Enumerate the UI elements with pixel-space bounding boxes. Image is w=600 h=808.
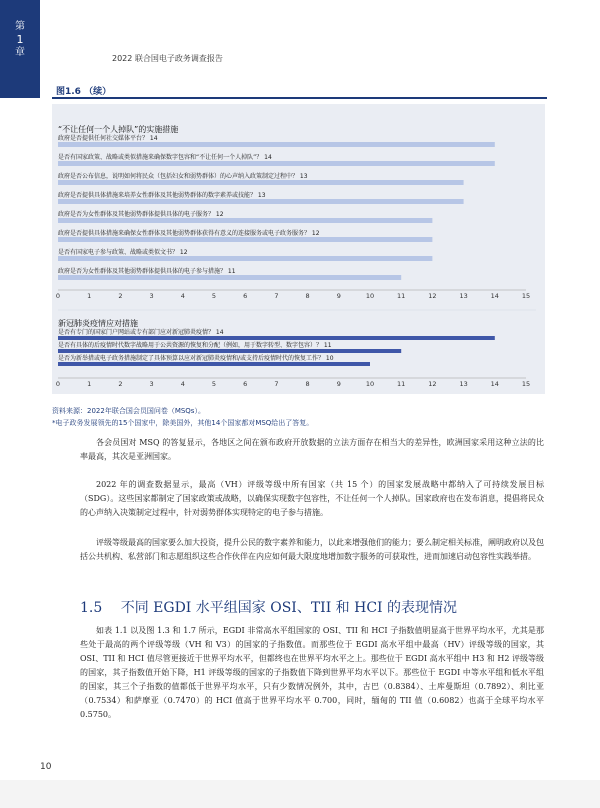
chart-1-tick-label: 13	[459, 292, 468, 300]
chart-1-title: “不让任何一个人掉队”的实施措施	[58, 125, 179, 134]
chart-1-bar-label: 政府是否为女性群体及其他弱势群体提供具体的电子参与措施？ 11	[58, 268, 236, 275]
chart-1-bar	[58, 142, 495, 147]
chart-1-bar	[58, 256, 432, 261]
chart-2-tick-label: 13	[459, 380, 468, 388]
chart-2-tick-label: 10	[365, 380, 375, 388]
chart-1-tick-label: 11	[397, 292, 406, 300]
chart-1-tick-label: 15	[521, 292, 531, 300]
chart-1-bar-label: 政府是否提供具体措施来培养女性群体及其他弱势群体的数字素养或技能？ 13	[58, 192, 266, 199]
section-title: 不同 EGDI 水平组国家 OSI、TII 和 HCI 的表现情况	[120, 600, 458, 616]
chart-1-tick-label: 10	[365, 292, 375, 300]
chapter-tab-label: 第	[15, 21, 25, 32]
chart-2-bar	[58, 336, 495, 340]
figure-title	[56, 84, 111, 97]
chart-1-bar	[58, 218, 432, 223]
chart-2-bar-label: 是否有专门的国家门户网站或专有部门应对新冠肺炎疫情？ 14	[58, 329, 224, 336]
paragraph-4: 如表 1.1 以及图 1.3 和 1.7 所示，EGDI 非常高水平组国家的 OSI、TII 和 HCI 子指数值明显高于世界平均水平，尤其是那些处于最高的两个评级等级（VH 和 V3）的国家的子指数值。而那些位于 EGDI 高水平组中最高（HV）评级等级的国家，其 OSI、TII 和 HCI 值尽管更接近于世界平均水平，但都终也在世界平均水平之上。那些位于 EGDI 高水平组中 H3 和 H2 评级等级的国家，其子指数值开始下降，H1 评级等级的国家的子指数值下降到世界平均水平以下。那些位于 EGDI 中等水平组和低水平组的国家，其三个子指数的值都低于世界平均水平，只有少数情况例外，其中，古巴（0.8384）、土库曼斯坦（0.7892）、利比亚（0.7534）和萨摩亚（0.7470）的 HCI 值高于世界平均水平 0.700，同时，缅甸的 TII 值（0.6082）也高于全球平均水平 0.5750。	[80, 626, 544, 719]
chart-1-bar	[58, 237, 432, 242]
chart-2-tick-label: 5	[211, 380, 217, 388]
chart-2-tick-label: 15	[521, 380, 531, 388]
chart-2-tick-label: 14	[490, 380, 499, 388]
figure-label: 图1.6	[56, 87, 81, 97]
chart-2-tick-label: 1	[87, 380, 92, 388]
page-number: 10	[40, 762, 52, 772]
figure-rule	[52, 97, 547, 99]
running-head: 2022 联合国电子政务调查报告	[112, 54, 223, 63]
chart-2-tick-label: 8	[305, 380, 310, 388]
chart-1-tick-label: 5	[211, 292, 217, 300]
page-bottom-band	[0, 780, 600, 808]
chart-2-tick-label: 2	[118, 380, 123, 388]
chart-1-tick-label: 1	[87, 292, 92, 300]
chart-1-tick-label: 8	[305, 292, 310, 300]
chapter-tab-number: 1	[16, 33, 24, 46]
chapter-tab-suffix: 章	[15, 47, 25, 58]
chart-2-bar	[58, 349, 401, 353]
chart-1-bar	[58, 199, 464, 204]
paragraph-3: 评级等级最高的国家要么加大投资，提升公民的数字素养和能力，以此来增强他们的能力；要么制定相关标准，阐明政府以及包括公共机构、私营部门和志愿组织这些合作伙伴在内应如何最大限度地增加数字服务的可获取性，进而加速启动包容性实践举措。	[80, 538, 544, 561]
chart-2-tick-label: 4	[180, 380, 185, 388]
chapter-tab	[0, 0, 40, 98]
chart-1-bar-label: 政府是否提供具体措施来确保女性群体及其他弱势群体获得有意义的连接服务或电子政务服务？ 12	[58, 230, 320, 237]
chart-2-bar-label: 是否有具体的后疫情时代数字战略用于公共资源的恢复和分配（例如，用于数字转型、数字包容）？ 11	[58, 342, 332, 349]
figure-note: *电子政务发展领先的15个国家中，除美国外，其他14个国家都对MSQ给出了答复。	[52, 419, 314, 427]
chart-1-tick-label: 9	[336, 292, 341, 300]
section-heading	[80, 597, 457, 617]
chart-1-tick-label: 4	[180, 292, 185, 300]
chart-2-tick-label: 3	[149, 380, 154, 388]
chart-1-bar-label: 是否有国家电子参与政策、战略或类似文书？ 12	[58, 249, 188, 256]
chart-2-tick-label: 6	[243, 380, 248, 388]
paragraph-1: 各会员国对 MSQ 的答复显示，各地区之间在颁布政府开放数据的立法方面存在相当大的差异性，欧洲国家采用这种立法的比率最高，其次是亚洲国家。	[80, 438, 544, 461]
chart-1-bar	[58, 180, 464, 185]
chart-1-bar	[58, 161, 495, 166]
chart-2-bar-label: 是否为新举措或电子政务措施制定了具体预算以应对新冠肺炎疫情和/或支持后疫情时代的恢复工作？ 10	[58, 355, 334, 362]
chart-1-tick-label: 12	[428, 292, 437, 300]
figure-source: 资料来源：2022年联合国会员国问卷（MSQs）。	[52, 407, 205, 415]
chart-1-bar-label: 政府是否为女性群体及其他弱势群体提供具体的电子服务？ 12	[58, 211, 224, 218]
chart-2-title: 新冠肺炎疫情应对措施	[58, 319, 138, 328]
section-number: 1.5	[80, 600, 103, 616]
chart-1-bar-label: 政府是否公布信息，说明如何将民众（包括妇女和弱势群体）的心声纳入政策制定过程中？ 13	[58, 173, 308, 180]
chart-2-tick-label: 7	[274, 380, 279, 388]
paragraph-2: 2022 年的调查数据显示，最高（VH）评级等级中所有国家（共 15 个）的国家发展战略中都纳入了可持续发展目标（SDG）。这些国家都制定了国家政策或战略，以确保实现数字包容性，不让任何一个人掉队。国家政府也在发布消息，提倡将民众的心声纳入决策制定过程中，针对弱势群体实现特定的电子参与措施。	[80, 480, 544, 517]
chart-2-tick-label: 11	[397, 380, 406, 388]
chart-1-tick-label: 0	[55, 292, 61, 300]
chart-1-tick-label: 7	[274, 292, 279, 300]
chart-1-tick-label: 14	[490, 292, 499, 300]
chart-2-tick-label: 9	[336, 380, 341, 388]
chart-1-tick-label: 6	[243, 292, 248, 300]
chart-1-tick-label: 3	[149, 292, 154, 300]
chart-1-bar	[58, 275, 401, 280]
chart-1-bar-label: 政府是否提供任何社交媒体平台？ 14	[58, 135, 158, 142]
chart-1-tick-label: 2	[118, 292, 123, 300]
chart-2-bar	[58, 362, 370, 366]
figure-chart-area	[52, 104, 545, 394]
bar-charts	[52, 104, 545, 394]
chart-1-bar-label: 是否有国家政策、战略或类似措施来确保数字包容和“不让任何一个人掉队”？ 14	[58, 154, 272, 161]
chart-2-tick-label: 0	[55, 380, 61, 388]
figure-continued: （续）	[84, 87, 112, 97]
chart-2-tick-label: 12	[428, 380, 437, 388]
